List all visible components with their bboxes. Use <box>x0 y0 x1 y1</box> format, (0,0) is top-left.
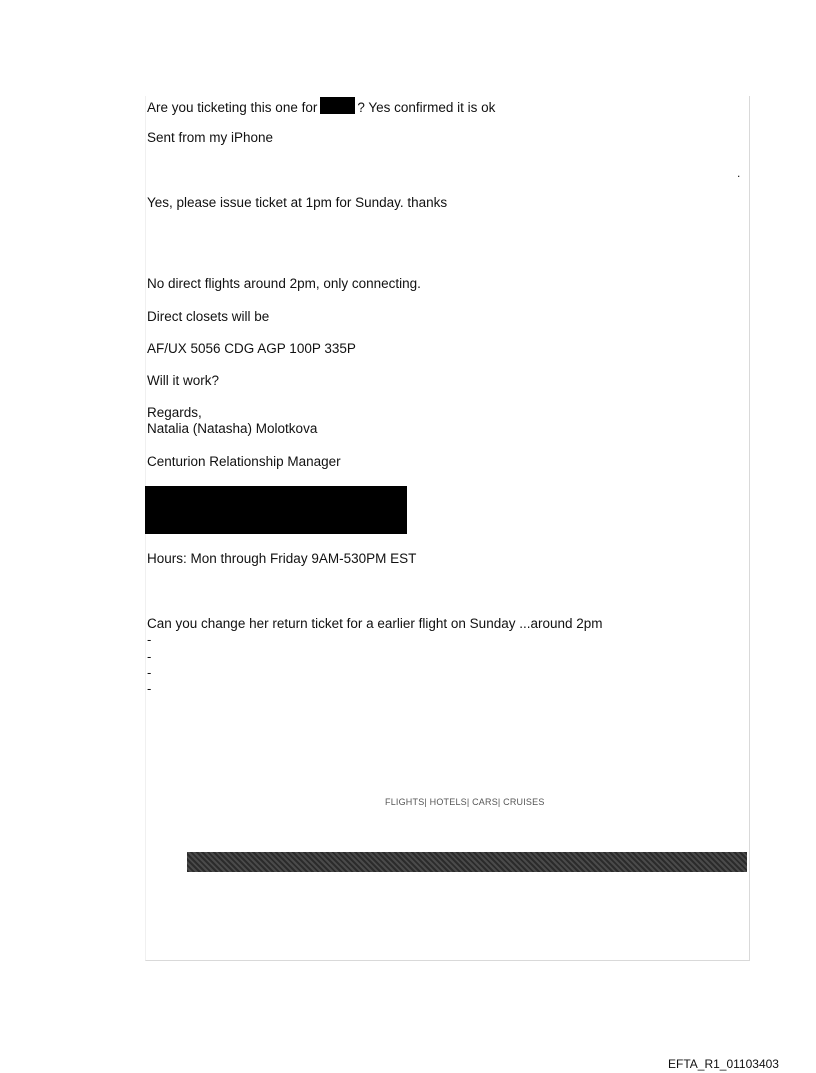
footer-banner <box>187 852 747 872</box>
redaction-inline <box>320 97 355 114</box>
dash-1: - <box>147 632 152 647</box>
change-ticket-request: Can you change her return ticket for a earlier flight on Sunday ...around 2pm <box>147 616 603 631</box>
ticketing-question-text: Are you ticketing this one for <box>147 100 318 115</box>
flight-info: AF/UX 5056 CDG AGP 100P 335P <box>147 341 356 356</box>
no-direct-flights: No direct flights around 2pm, only connecting. <box>147 276 421 291</box>
dash-4: - <box>147 681 152 696</box>
sent-from-iphone: Sent from my iPhone <box>147 130 274 145</box>
ticketing-question-line <box>147 97 495 116</box>
sender-name: Natalia (Natasha) Molotkova <box>147 421 318 436</box>
hours: Hours: Mon through Friday 9AM-530PM EST <box>147 551 417 566</box>
regards: Regards, <box>147 405 202 420</box>
document-id: EFTA_R1_01103403 <box>668 1057 779 1071</box>
will-it-work: Will it work? <box>147 373 220 388</box>
ticketing-confirm-text: ? Yes confirmed it is ok <box>357 100 496 115</box>
redaction-block <box>145 486 407 534</box>
dash-2: - <box>147 649 152 664</box>
footer-nav-links: FLIGHTS| HOTELS| CARS| CRUISES <box>385 797 545 807</box>
direct-closest: Direct closets will be <box>147 309 270 324</box>
stray-dot: . <box>737 166 741 180</box>
dash-3: - <box>147 665 152 680</box>
issue-ticket-reply: Yes, please issue ticket at 1pm for Sunday. thanks <box>147 195 448 210</box>
sender-title: Centurion Relationship Manager <box>147 454 341 469</box>
